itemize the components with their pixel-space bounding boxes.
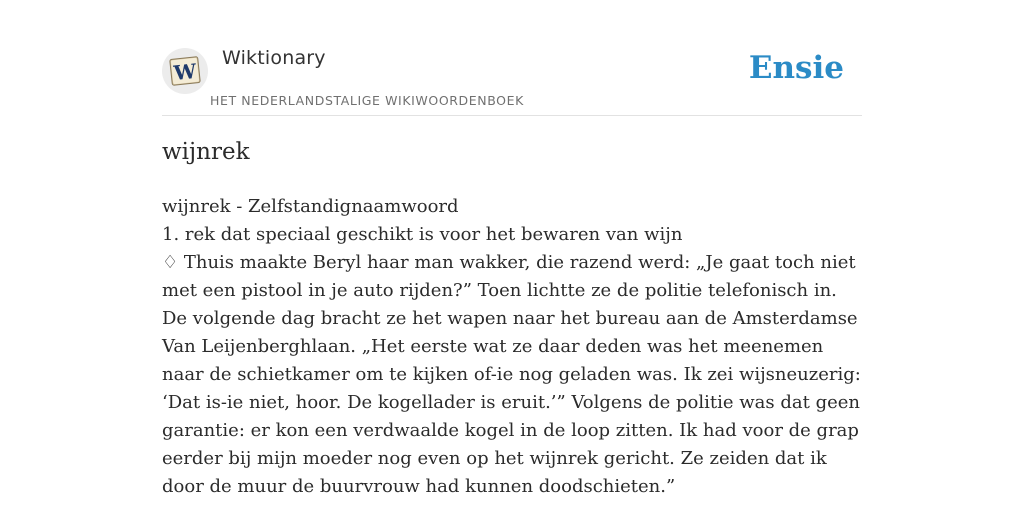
logo-letter: W [172,58,198,86]
site-tagline: HET NEDERLANDSTALIGE WIKIWOORDENBOEK [210,93,524,108]
entry-example: ♢ Thuis maakte Beryl haar man wakker, die razend werd: „Je gaat toch niet met een pistool in je auto rijden?” Toen lichtte ze de politie telefonisch in. De volgende dag bracht ze het wapen naar het bureau aan de Amsterdamse Van Leijenberghlaan. „Het eerste wat ze daar deden was het meenemen naar de schietkamer om te kijken of-ie nog geladen was. Ik zei wijsneuzerig: ‘Dat is-ie niet, hoor. De kogellader is eruit.’” Volgens de politie was dat geen garantie: er kon een verdwaalde kogel in de loop zitten. Ik had voor de grap eerder bij mijn moeder nog even op het wijnrek gericht. Ze zeiden dat ik door de muur de buurvrouw had kunnen doodschieten.” [162,252,861,497]
wiktionary-logo-icon[interactable] [162,48,208,94]
ensie-brand-link[interactable]: Ensie [748,50,844,86]
site-name[interactable]: Wiktionary [222,47,326,69]
entry-content [162,193,862,501]
entry-definition: 1. rek dat speciaal geschikt is voor het bewaren van wijn [162,224,683,245]
entry-heading: wijnrek - Zelfstandignaamwoord [162,196,459,217]
site-header [162,40,862,116]
page-title: wijnrek [162,139,250,165]
